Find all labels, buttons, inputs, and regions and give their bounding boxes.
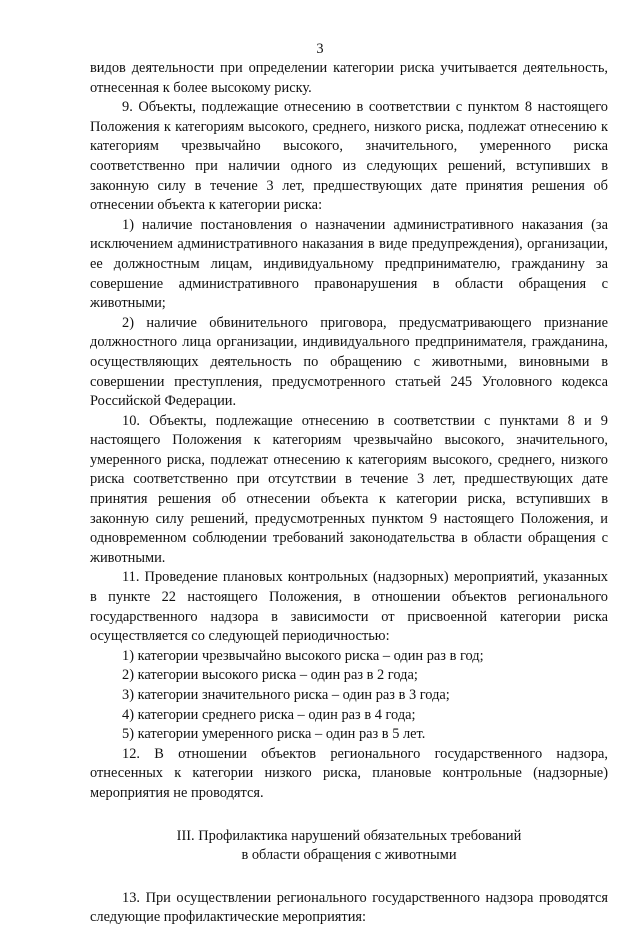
- paragraph-11-item-1: 1) категории чрезвычайно высокого риска – один раз в год;: [122, 647, 484, 664]
- document-body: [90, 59, 608, 928]
- section-heading-line-2: в области обращения с животными: [241, 847, 457, 864]
- paragraph-continuation: видов деятельности при определении категории риска учитывается деятельность, отнесенная к более высокому риску.: [90, 60, 608, 96]
- paragraph-9: 9. Объекты, подлежащие отнесению в соответствии с пунктом 8 настоящего Положения к категориям высокого, среднего, низкого риска, подлежат отнесению к категориям чрезвычайно высокого, значительного, умеренного риска соответственно при наличии одного из следующих решений, вступивших в законную силу в течение 3 лет, предшествующих дате принятия решения об отнесении объекта к категории риска:: [90, 99, 608, 214]
- paragraph-11-item-4: 4) категории среднего риска – один раз в 4 года;: [122, 706, 416, 723]
- section-heading-line-1: III. Профилактика нарушений обязательных требований: [176, 827, 522, 844]
- spacer: [90, 804, 608, 827]
- spacer: [90, 866, 608, 889]
- page-number: 3: [316, 41, 324, 57]
- paragraph-12: 12. В отношении объектов регионального государственного надзора, отнесенных к категории низкого риска, плановые контрольные (надзорные) мероприятия не проводятся.: [90, 745, 608, 801]
- paragraph-11-item-3: 3) категории значительного риска – один раз в 3 года;: [122, 687, 450, 703]
- paragraph-11: 11. Проведение плановых контрольных (надзорных) мероприятий, указанных в пункте 22 настоящего Положения, в отношении объектов регионального государственного надзора в зависимости от присвоенной категории риска осуществляется со следующей периодичностью:: [90, 569, 608, 645]
- paragraph-11-item-2: 2) категории высокого риска – один раз в 2 года;: [122, 667, 418, 684]
- paragraph-13: 13. При осуществлении регионального государственного надзора проводятся следующие профилактические мероприятия:: [90, 889, 608, 926]
- paragraph-9-item-2: 2) наличие обвинительного приговора, предусматривающего признание должностного лица организации, индивидуального предпринимателя, гражданина, осуществляющих деятельность по обращению с животными, виновными в совершении преступления, предусмотренного статьей 245 Уголовного кодекса Российской Федерации.: [90, 314, 608, 410]
- paragraph-10: 10. Объекты, подлежащие отнесению в соответствии с пунктами 8 и 9 настоящего Положения к категориям чрезвычайно высокого, значительного, умеренного риска, подлежат отнесению к категориям высокого, среднего, низкого риска соответственно при отсутствии в течение 3 лет, предшествующих дате принятия решения об отнесении объекта к категории риска, вступивших в законную силу решений, предусмотренных пунктом 9 настоящего Положения, и одновременном соблюдении требований законодательства в области обращения с животными.: [90, 412, 608, 566]
- paragraph-11-item-5: 5) категории умеренного риска – один раз в 5 лет.: [122, 726, 426, 743]
- paragraph-9-item-1: 1) наличие постановления о назначении административного наказания (за исключением административного наказания в виде предупреждения), организации, ее должностным лицам, индивидуальному предпринимателю, гражданину за совершение административного правонарушения в области обращения с животными;: [90, 216, 608, 312]
